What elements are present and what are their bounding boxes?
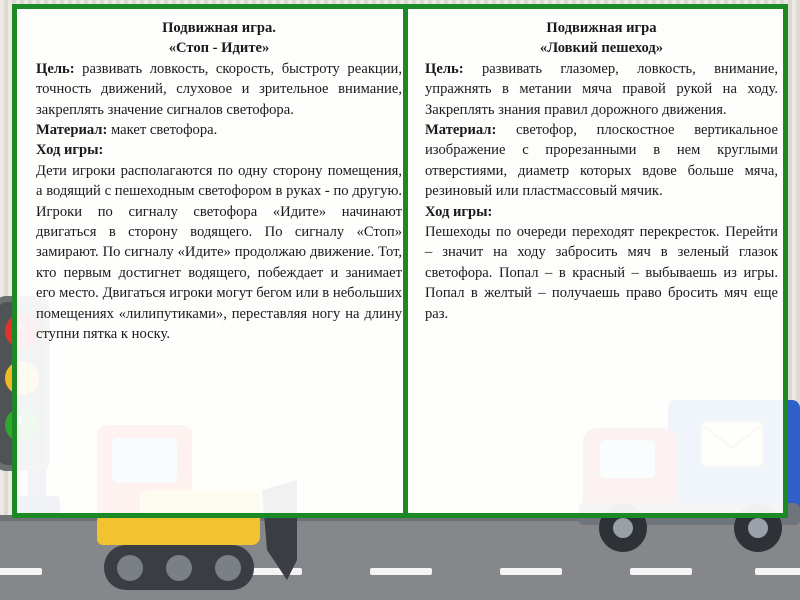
left-course-text: Дети игроки располагаются по одну сторону помещения, а водящий с пешеходным светофором в руках - по другую. Игроки по сигналу светофора «Идите» начинают двигаться в сторону водящего. По сигналу «Стоп» замирают. По сигналу «Идите» продолжаю движение. Тот, кто первым достигнет водящего, побеждает и занимает его место. Двигаться игроки могут бегом или в небольших помещениях «лилипутиками», переставляя ногу на длину ступни пятка к носку. [36, 162, 402, 343]
right-title-line2: «Ловкий пешеход» [539, 40, 664, 57]
right-course-label: Ход игры: [425, 203, 493, 220]
right-goal-label: Цель: [425, 60, 464, 77]
left-material [36, 120, 402, 140]
right-material-label: Материал: [425, 122, 497, 139]
right-course-text: Пешеходы по очереди переходят перекресток. Перейти – значит на ходу забросить мяч в зеленый глазок светофора. Попал – в красный – выбываешь из игры. Попал в желтый – получаешь право бросить мяч еще раз. [425, 224, 778, 322]
left-goal [36, 59, 402, 120]
right-material [425, 120, 778, 202]
left-title-line2: «Стоп - Идите» [168, 40, 270, 57]
left-material-text: макет светофора. [111, 122, 218, 139]
road-marking [630, 568, 692, 575]
road-marking [755, 568, 800, 575]
right-goal-text: развивать глазомер, ловкость, внимание, упражнять в метании мяча правой рукой на ходу. Закреплять знания правил дорожного движения. [425, 60, 778, 118]
right-title-line1: Подвижная игра [546, 20, 657, 36]
left-goal-text: развивать ловкость, скорость, быстроту реакции, точность движений, слуховое и зрительное внимание, закреплять значение сигналов светофора. [36, 60, 402, 118]
right-goal [425, 59, 778, 120]
left-material-label: Материал: [36, 122, 108, 139]
left-goal-label: Цель: [36, 60, 75, 77]
road-marking [370, 568, 432, 575]
right-material-text: светофор, плоскостное вертикальное изображение с прорезанными в нем круглыми отверстиями, диаметр которых вдове больше мяча, резиновый или пластмассовый мячик. [425, 122, 778, 200]
left-title-line1: Подвижная игра. [162, 20, 276, 36]
road-marking [0, 568, 42, 575]
left-course-label: Ход игры: [36, 142, 104, 159]
road-marking [500, 568, 562, 575]
left-game-card [36, 18, 402, 488]
right-game-card [425, 18, 778, 488]
